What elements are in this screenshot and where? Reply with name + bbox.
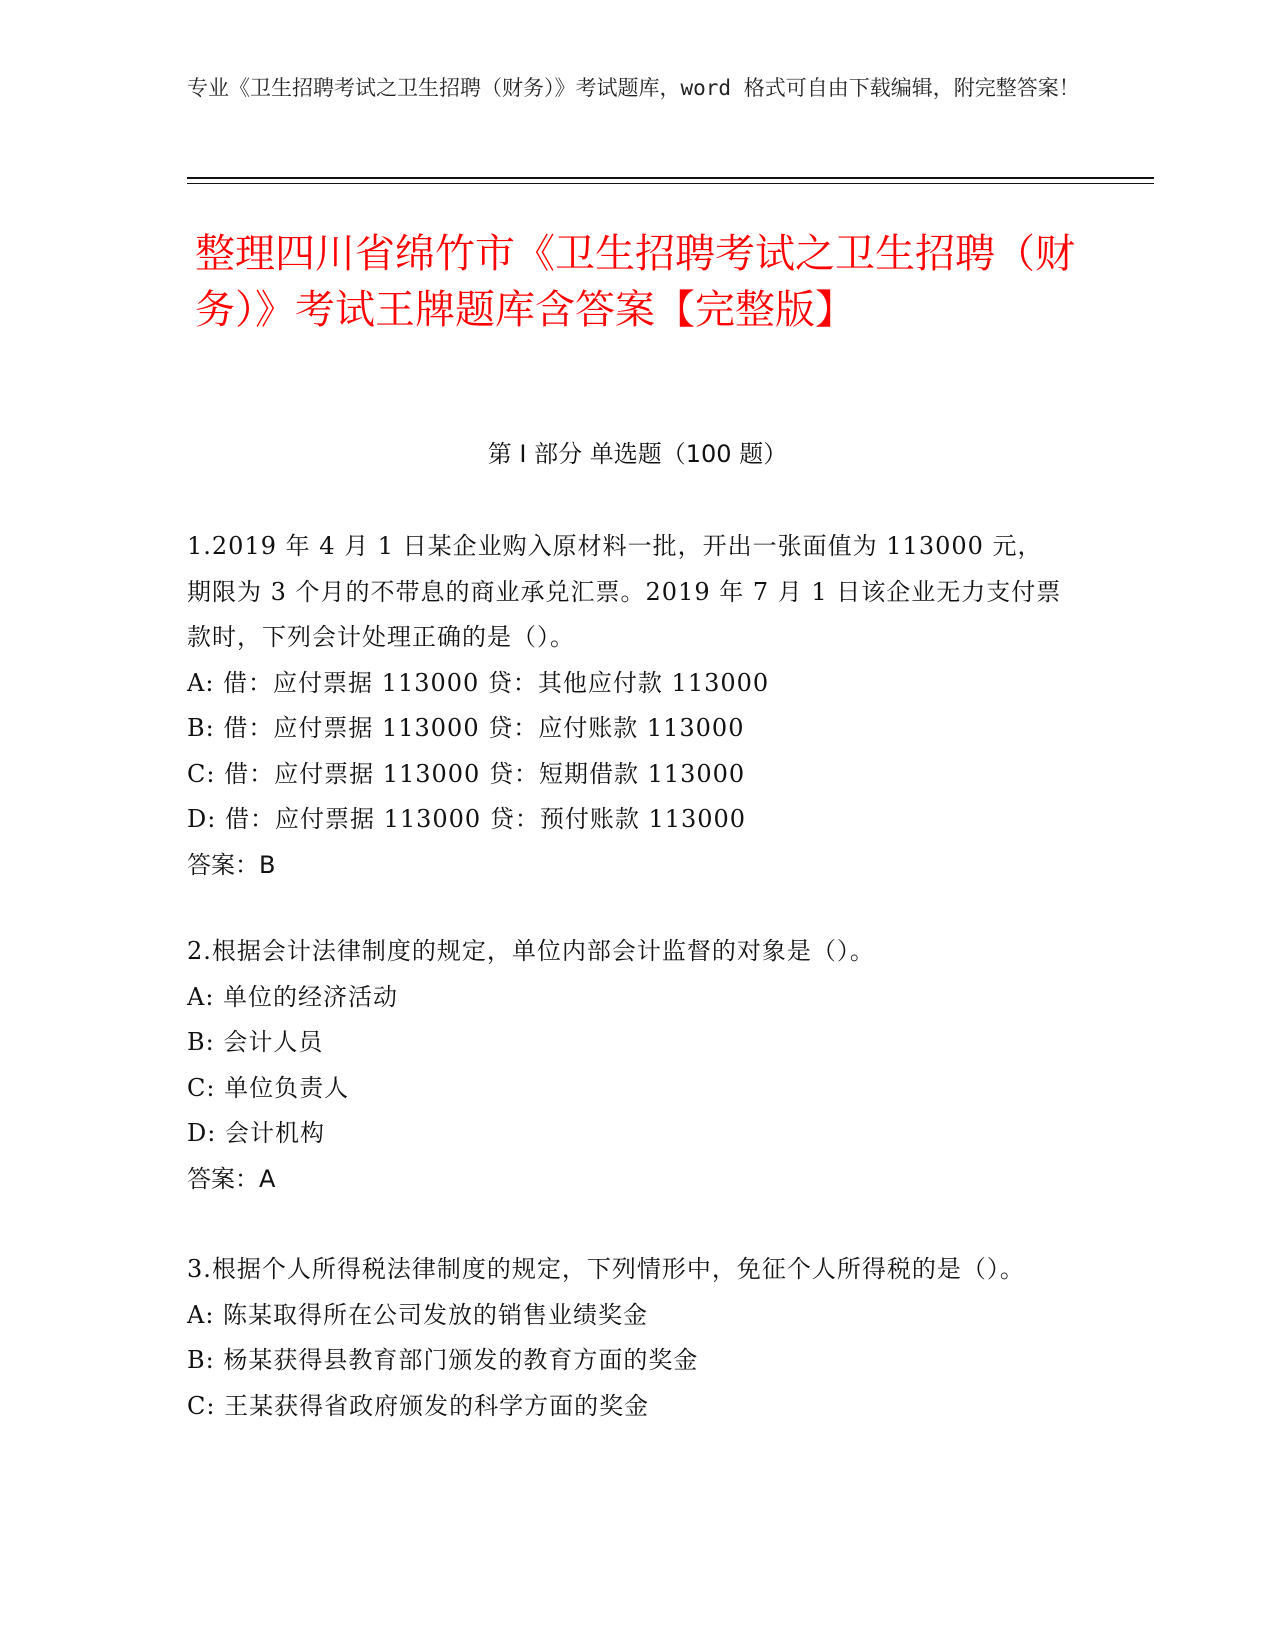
header-rule-thick: [187, 177, 1154, 179]
answer: 答案：B: [187, 850, 276, 879]
option-d: D: 会计机构: [187, 1119, 325, 1147]
option-c: C: 借：应付票据 113000 贷：短期借款 113000: [187, 759, 746, 788]
section-title: 第 I 部分 单选题（100 题）: [487, 440, 788, 468]
option-b: B: 杨某获得县教育部门颁发的教育方面的奖金: [187, 1346, 699, 1374]
option-a: A: 单位的经济活动: [187, 982, 399, 1011]
header-note: 专业《卫生招聘考试之卫生招聘（财务）》考试题库，word 格式可自由下载编辑，附完整答案！: [187, 76, 1080, 100]
question-3: [187, 1247, 1067, 1429]
question-text: 2.根据会计法律制度的规定，单位内部会计监督的对象是（）。: [187, 937, 875, 965]
document-title: 整理四川省绵竹市《卫生招聘考试之卫生招聘（财务）》考试王牌题库含答案【完整版】: [195, 231, 1075, 333]
option-d: D: 借：应付票据 113000 贷：预付账款 113000: [187, 805, 747, 833]
option-a: A: 借：应付票据 113000 贷：其他应付款 113000: [187, 668, 770, 697]
option-c: C: 单位负责人: [187, 1073, 350, 1102]
option-a: A: 陈某取得所在公司发放的销售业绩奖金: [187, 1300, 649, 1329]
question-2: [187, 929, 1067, 1202]
option-b: B: 借：应付票据 113000 贷：应付账款 113000: [187, 714, 745, 742]
question-text: 3.根据个人所得税法律制度的规定，下列情形中，免征个人所得税的是（）。: [187, 1255, 1025, 1283]
option-c: C: 王某获得省政府颁发的科学方面的奖金: [187, 1391, 650, 1420]
answer: 答案：A: [187, 1164, 276, 1193]
option-b: B: 会计人员: [187, 1028, 324, 1056]
header-rule-thin: [187, 183, 1154, 184]
question-1: [187, 524, 1067, 888]
question-text: 1.2019 年 4 月 1 日某企业购入原材料一批，开出一张面值为 113000 元，期限为 3 个月的不带息的商业承兑汇票。2019 年 7 月 1 日该企业无力支付票款时，下列会计处理正确的是（）。: [187, 532, 1062, 651]
